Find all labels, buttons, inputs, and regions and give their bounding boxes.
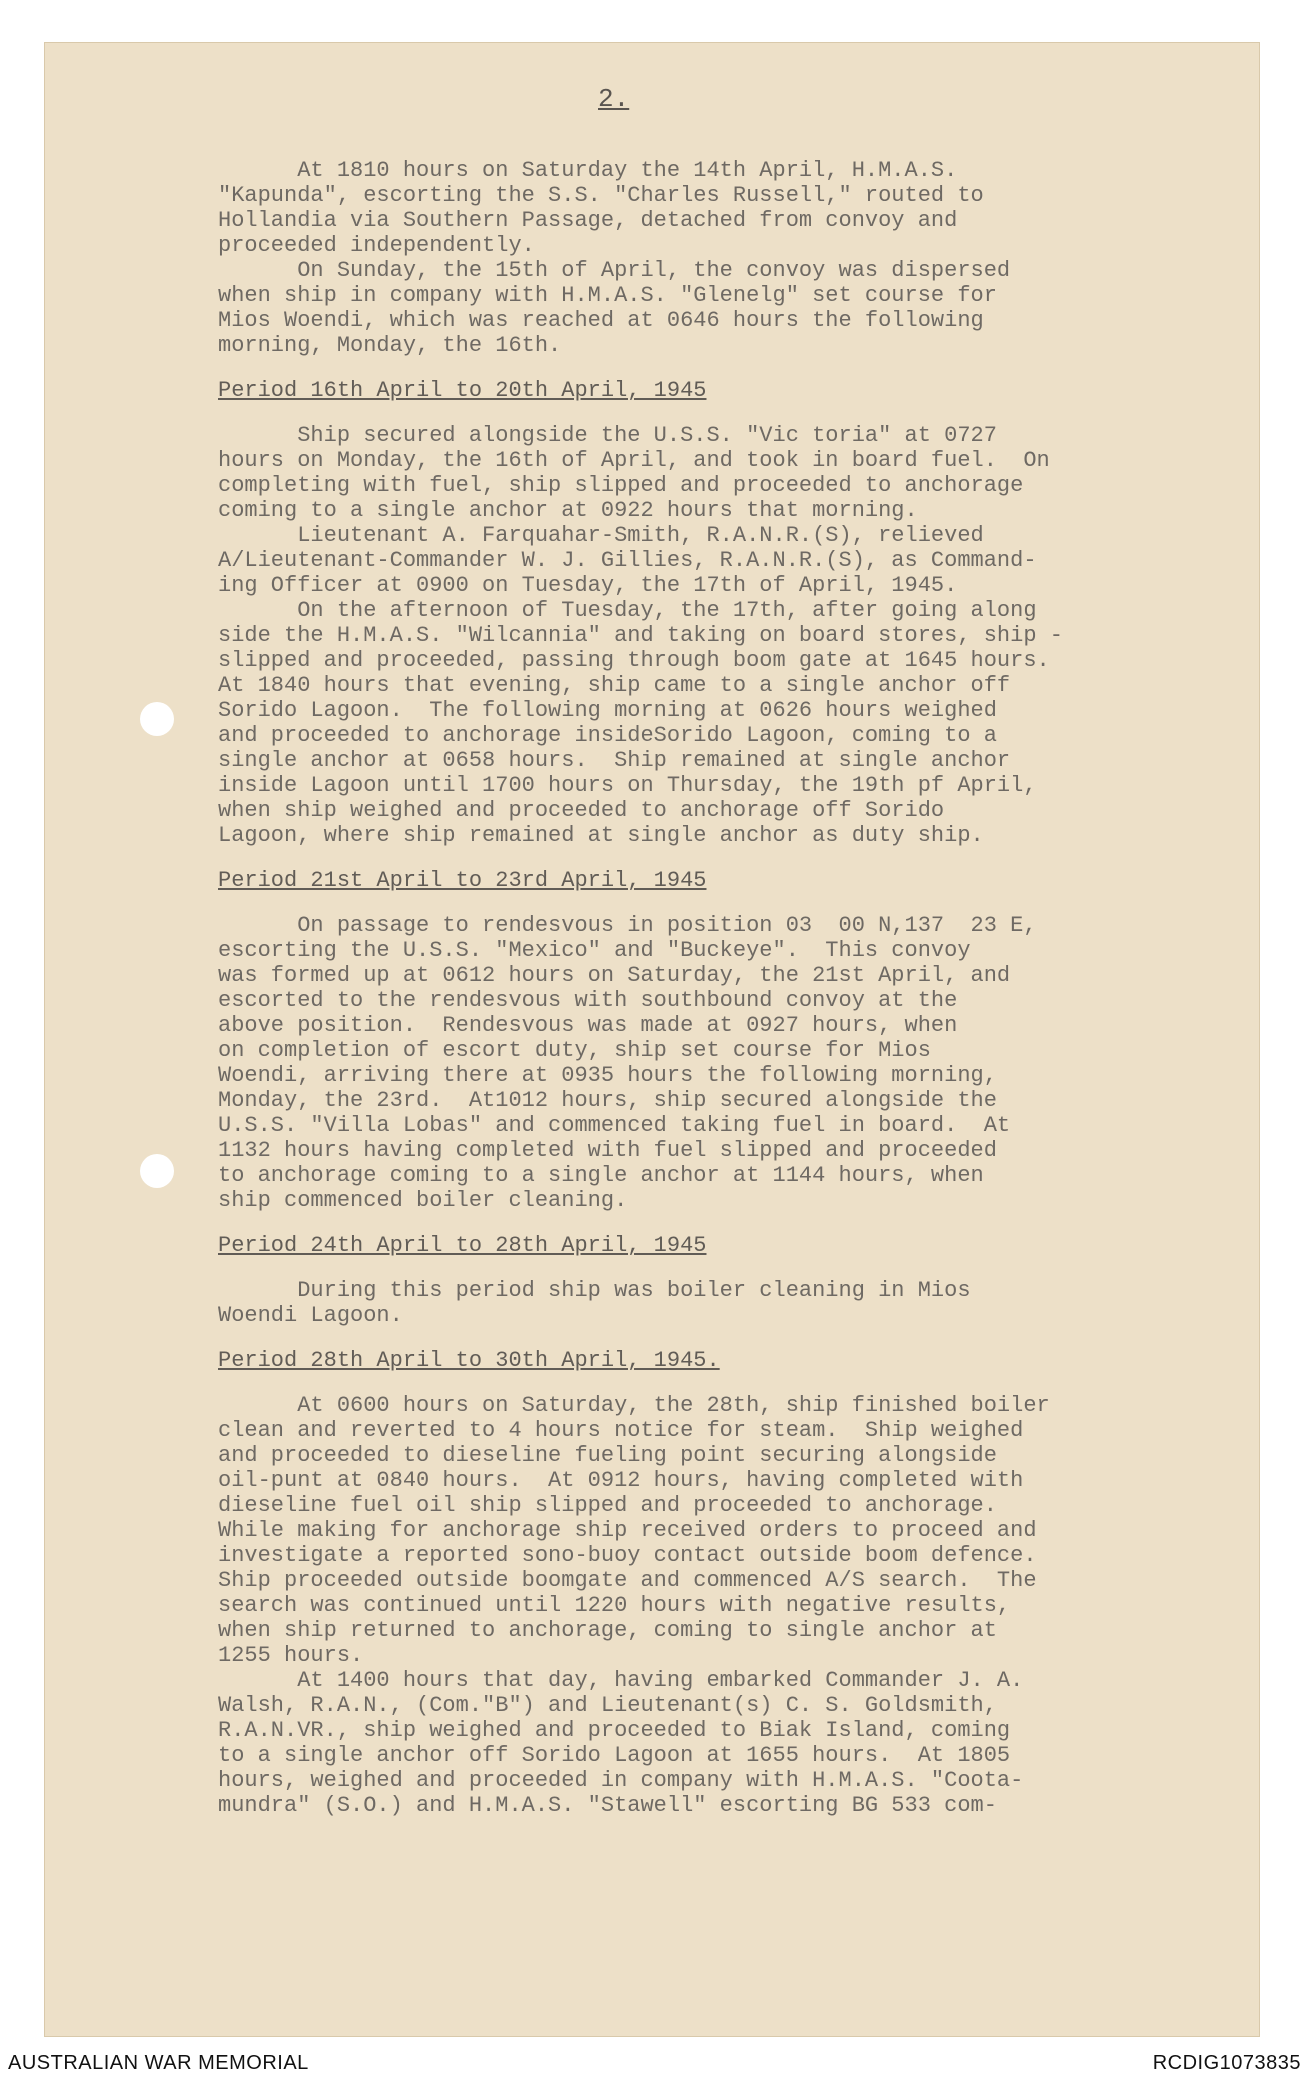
text-line: search was continued until 1220 hours with negative results, <box>218 1593 1011 1618</box>
punch-hole <box>140 1154 174 1188</box>
text-line: investigate a reported sono-buoy contact outside boom defence. <box>218 1543 1037 1568</box>
document-body <box>218 158 1178 1818</box>
text-line: On Sunday, the 15th of April, the convoy was dispersed <box>218 258 1011 283</box>
text-line: when ship in company with H.M.A.S. "Glenelg" set course for <box>218 283 997 308</box>
text-line: hours on Monday, the 16th of April, and took in board fuel. On <box>218 448 1050 473</box>
text-line: A/Lieutenant-Commander W. J. Gillies, R.A.N.R.(S), as Command- <box>218 548 1037 573</box>
text-line: U.S.S. "Villa Lobas" and commenced taking fuel in board. At <box>218 1113 1011 1138</box>
text-line: At 0600 hours on Saturday, the 28th, ship finished boiler <box>218 1393 1050 1418</box>
text-line: On passage to rendesvous in position 03 00 N,137 23 E, <box>218 913 1037 938</box>
text-line: and proceeded to dieseline fueling point securing alongside <box>218 1443 997 1468</box>
paragraph <box>218 1393 1178 1818</box>
text-line: Ship secured alongside the U.S.S. "Vic toria" at 0727 <box>218 423 997 448</box>
text-line: Lieutenant A. Farquahar-Smith, R.A.N.R.(S), relieved <box>218 523 984 548</box>
text-line: Mios Woendi, which was reached at 0646 hours the following <box>218 308 984 333</box>
text-line: to anchorage coming to a single anchor at 1144 hours, when <box>218 1163 984 1188</box>
paragraph <box>218 158 1178 358</box>
text-line: R.A.N.VR., ship weighed and proceeded to Biak Island, coming <box>218 1718 1011 1743</box>
text-line: single anchor at 0658 hours. Ship remained at single anchor <box>218 748 1011 773</box>
text-line: escorting the U.S.S. "Mexico" and "Buckeye". This convoy <box>218 938 971 963</box>
paragraph <box>218 423 1178 848</box>
text-line: to a single anchor off Sorido Lagoon at 1655 hours. At 1805 <box>218 1743 1011 1768</box>
section-heading: Period 24th April to 28th April, 1945 <box>218 1233 707 1258</box>
paragraph <box>218 1278 1178 1328</box>
page-number: 2. <box>598 84 630 114</box>
text-line: above position. Rendesvous was made at 0927 hours, when <box>218 1013 958 1038</box>
text-line: On the afternoon of Tuesday, the 17th, after going along <box>218 598 1037 623</box>
text-line: 1132 hours having completed with fuel slipped and proceeded <box>218 1138 997 1163</box>
text-line: and proceeded to anchorage insideSorido Lagoon, coming to a <box>218 723 997 748</box>
text-line: Hollandia via Southern Passage, detached from convoy and <box>218 208 958 233</box>
footer-record-id: RCDIG1073835 <box>1152 2052 1301 2074</box>
text-line: At 1400 hours that day, having embarked Commander J. A. <box>218 1668 1024 1693</box>
text-line: "Kapunda", escorting the S.S. "Charles Russell," routed to <box>218 183 984 208</box>
text-line: was formed up at 0612 hours on Saturday, the 21st April, and <box>218 963 1011 988</box>
section-heading: Period 21st April to 23rd April, 1945 <box>218 868 707 893</box>
text-line: morning, Monday, the 16th. <box>218 333 562 358</box>
punch-hole <box>140 702 174 736</box>
text-line: Monday, the 23rd. At1012 hours, ship secured alongside the <box>218 1088 997 1113</box>
text-line: Woendi, arriving there at 0935 hours the following morning, <box>218 1063 997 1088</box>
text-line: clean and reverted to 4 hours notice for steam. Ship weighed <box>218 1418 1024 1443</box>
text-line: on completion of escort duty, ship set course for Mios <box>218 1038 931 1063</box>
text-line: hours, weighed and proceeded in company with H.M.A.S. "Coota- <box>218 1768 1024 1793</box>
text-line: dieseline fuel oil ship slipped and proceeded to anchorage. <box>218 1493 997 1518</box>
text-line: coming to a single anchor at 0922 hours that morning. <box>218 498 918 523</box>
paragraph <box>218 913 1178 1213</box>
text-line: At 1840 hours that evening, ship came to a single anchor off <box>218 673 1011 698</box>
text-line: slipped and proceeded, passing through boom gate at 1645 hours. <box>218 648 1050 673</box>
text-line: During this period ship was boiler cleaning in Mios <box>218 1278 971 1303</box>
text-line: At 1810 hours on Saturday the 14th April, H.M.A.S. <box>218 158 958 183</box>
text-line: when ship returned to anchorage, coming to single anchor at <box>218 1618 997 1643</box>
section-heading: Period 16th April to 20th April, 1945 <box>218 378 707 403</box>
text-line: inside Lagoon until 1700 hours on Thursday, the 19th pf April, <box>218 773 1037 798</box>
text-line: oil-punt at 0840 hours. At 0912 hours, having completed with <box>218 1468 1024 1493</box>
text-line: Woendi Lagoon. <box>218 1303 403 1328</box>
text-line: when ship weighed and proceeded to anchorage off Sorido <box>218 798 945 823</box>
text-line: completing with fuel, ship slipped and proceeded to anchorage <box>218 473 1024 498</box>
text-line: ship commenced boiler cleaning. <box>218 1188 628 1213</box>
section-heading: Period 28th April to 30th April, 1945. <box>218 1348 720 1373</box>
footer <box>0 2042 1311 2082</box>
text-line: side the H.M.A.S. "Wilcannia" and taking on board stores, ship - <box>218 623 1063 648</box>
text-line: While making for anchorage ship received orders to proceed and <box>218 1518 1037 1543</box>
text-line: Ship proceeded outside boomgate and commenced A/S search. The <box>218 1568 1037 1593</box>
text-line: Sorido Lagoon. The following morning at 0626 hours weighed <box>218 698 997 723</box>
text-line: proceeded independently. <box>218 233 535 258</box>
text-line: 1255 hours. <box>218 1643 364 1668</box>
text-line: Lagoon, where ship remained at single anchor as duty ship. <box>218 823 984 848</box>
footer-archive-name: AUSTRALIAN WAR MEMORIAL <box>8 2052 309 2074</box>
text-line: ing Officer at 0900 on Tuesday, the 17th of April, 1945. <box>218 573 958 598</box>
text-line: Walsh, R.A.N., (Com."B") and Lieutenant(s) C. S. Goldsmith, <box>218 1693 997 1718</box>
text-line: mundra" (S.O.) and H.M.A.S. "Stawell" escorting BG 533 com- <box>218 1793 997 1818</box>
text-line: escorted to the rendesvous with southbound convoy at the <box>218 988 958 1013</box>
